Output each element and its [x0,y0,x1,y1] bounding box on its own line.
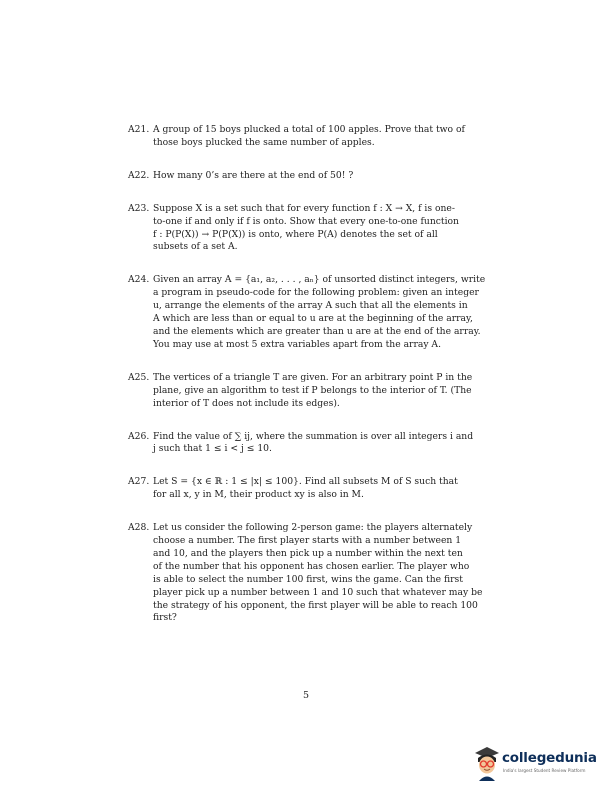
problem-line: for all x, y in M, their product xy is also in M. [153,489,364,501]
logo-tagline: India's largest Student Review Platform [503,768,586,773]
problem-line: Find the value of ∑ ij, where the summation is over all integers i and [153,430,474,442]
problem-line: Let S = {x ∈ ℝ : 1 ≤ |x| ≤ 100}. Find all subsets M of S such that [153,476,458,488]
problem-text [153,522,488,625]
problem-text [153,274,488,351]
problem-line: You may use at most 5 extra variables apart from the array A. [153,338,441,350]
problem-line: and the elements which are greater than u are at the end of the array. [153,325,481,337]
problem-line: player pick up a number between 1 and 10 such that whatever may be [153,586,483,598]
problem-a26 [128,431,488,457]
problem-line: The vertices of a triangle T are given. For an arbitrary point P in the [153,371,473,383]
problem-line: the strategy of his opponent, the first player will be able to reach 100 [153,599,478,611]
problem-line: j such that 1 ≤ i < j ≤ 10. [153,443,272,455]
problem-line: plane, give an algorithm to test if P belongs to the interior of T. (The [153,384,472,396]
problem-line: is able to select the number 100 first, wins the game. Can the first [153,573,463,585]
problem-label: A27. [128,476,150,488]
problem-line: How many 0’s are there at the end of 50! ? [153,169,354,181]
problem-text [153,372,488,411]
problem-line: A which are less than or equal to u are at the beginning of the array, [153,313,473,325]
problem-line: Given an array A = {a₁, a₂, . . . , aₙ} of unsorted distinct integers, write [153,274,486,286]
problem-a21 [128,124,488,150]
problem-line: u, arrange the elements of the array A such that all the elements in [153,300,468,312]
problem-text [153,476,488,502]
problem-line: f : P(P(X)) → P(P(X)) is onto, where P(A) denotes the set of all [153,228,438,240]
problem-label: A26. [128,430,150,442]
problem-line: choose a number. The first player starts with a number between 1 [153,535,462,547]
problem-a25 [128,372,488,411]
problem-line: and 10, and the players then pick up a number within the next ten [153,547,463,559]
problem-label: A21. [128,124,150,135]
problem-line: subsets of a set A. [153,241,238,253]
problem-a27 [128,476,488,502]
problem-line: Suppose X is a set such that for every function f : X → X, f is one- [153,202,455,214]
problem-text [153,124,488,150]
page-number: 5 [302,690,310,701]
problem-line: those boys plucked the same number of apples. [153,136,375,148]
problem-text [153,431,488,457]
problem-text [153,203,488,255]
problem-label: A23. [128,202,150,214]
problem-a28 [128,522,488,625]
problem-a23 [128,203,488,255]
problem-text [153,170,488,183]
problem-label: A25. [128,371,150,383]
problem-label: A22. [128,169,150,181]
problem-list [128,124,488,625]
problem-a24 [128,274,488,351]
problem-line: of the number that his opponent has chosen earlier. The player who [153,560,470,572]
student-mascot-icon [472,745,502,781]
problem-label: A24. [128,274,150,286]
collegedunia-logo [472,745,600,785]
problem-a22 [128,170,488,183]
problem-line: A group of 15 boys plucked a total of 100 apples. Prove that two of [153,124,465,135]
problem-line: Let us consider the following 2-person game: the players alternately [153,522,473,534]
problem-label: A28. [128,522,150,534]
problem-line: interior of T does not include its edges). [153,397,340,409]
problem-line: first? [153,612,177,624]
problem-line: to-one if and only if f is onto. Show that every one-to-one function [153,215,459,227]
logo-wordmark: collegedunia [502,750,597,766]
problem-line: a program in pseudo-code for the following problem: given an integer [153,287,479,299]
